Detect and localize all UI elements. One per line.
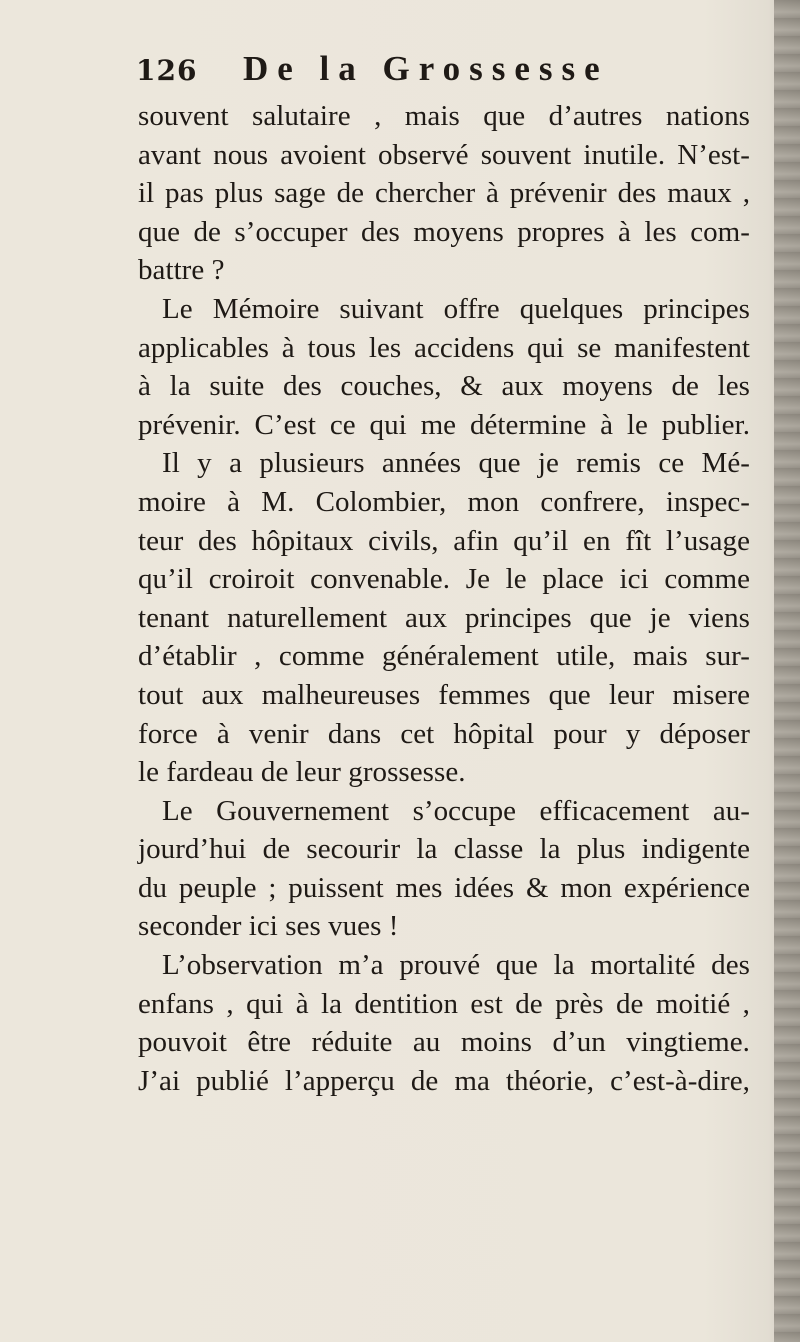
text-line: il pas plus sage de chercher à prévenir des maux , bbox=[138, 177, 750, 210]
text-line: L’observation m’a prouvé que la mortalité des bbox=[162, 949, 750, 982]
text-line: le fardeau de leur grossesse. bbox=[138, 756, 466, 789]
text-line: Le Gouvernement s’occupe efficacement au- bbox=[162, 794, 750, 827]
text-line: moire à M. Colombier, mon confrere, inspec- bbox=[138, 485, 750, 518]
paragraph-3 bbox=[138, 792, 750, 946]
text-line: qu’il croiroit convenable. Je le place ici comme bbox=[138, 563, 750, 596]
text-line: seconder ici ses vues ! bbox=[138, 910, 399, 943]
text-line: tenant naturellement aux principes que je viens bbox=[138, 601, 750, 634]
text-line: du peuple ; puissent mes idées & mon expérience bbox=[138, 871, 750, 904]
paragraph-1 bbox=[138, 97, 750, 290]
paragraph-4 bbox=[138, 946, 750, 1100]
text-line: d’établir , comme généralement utile, mais sur- bbox=[138, 640, 750, 673]
text-line: battre ? bbox=[138, 254, 225, 287]
text-line: applicables à tous les accidens qui se manifestent bbox=[138, 331, 750, 364]
text-line: pouvoit être réduite au moins d’un vingtieme. bbox=[138, 1026, 750, 1059]
text-line: Il y a plusieurs années que je remis ce Mé- bbox=[162, 447, 750, 480]
text-line: Le Mémoire suivant offre quelques principes bbox=[162, 292, 750, 325]
body-text bbox=[138, 97, 750, 1100]
text-line: que de s’occuper des moyens propres à les com- bbox=[138, 215, 750, 248]
text-line: teur des hôpitaux civils, afin qu’il en fît l’usage bbox=[138, 524, 750, 557]
page-binding-edge bbox=[774, 0, 800, 1342]
text-line: enfans , qui à la dentition est de près de moitié , bbox=[138, 987, 750, 1020]
text-line: prévenir. C’est ce qui me détermine à le publier. bbox=[138, 408, 750, 441]
text-line: à la suite des couches, & aux moyens de les bbox=[138, 370, 750, 403]
text-line: J’ai publié l’apperçu de ma théorie, c’est-à-dire, bbox=[138, 1064, 750, 1097]
paragraph-2 bbox=[138, 290, 750, 792]
text-line: tout aux malheureuses femmes que leur misere bbox=[138, 678, 750, 711]
text-line: avant nous avoient observé souvent inutile. N’est- bbox=[138, 138, 750, 171]
text-line: force à venir dans cet hôpital pour y déposer bbox=[138, 717, 750, 750]
page-number: 126 bbox=[136, 54, 198, 87]
text-line: souvent salutaire , mais que d’autres nations bbox=[138, 100, 750, 132]
running-head: De la Grossesse bbox=[243, 49, 609, 88]
text-line: jourd’hui de secourir la classe la plus indigente bbox=[138, 833, 750, 866]
